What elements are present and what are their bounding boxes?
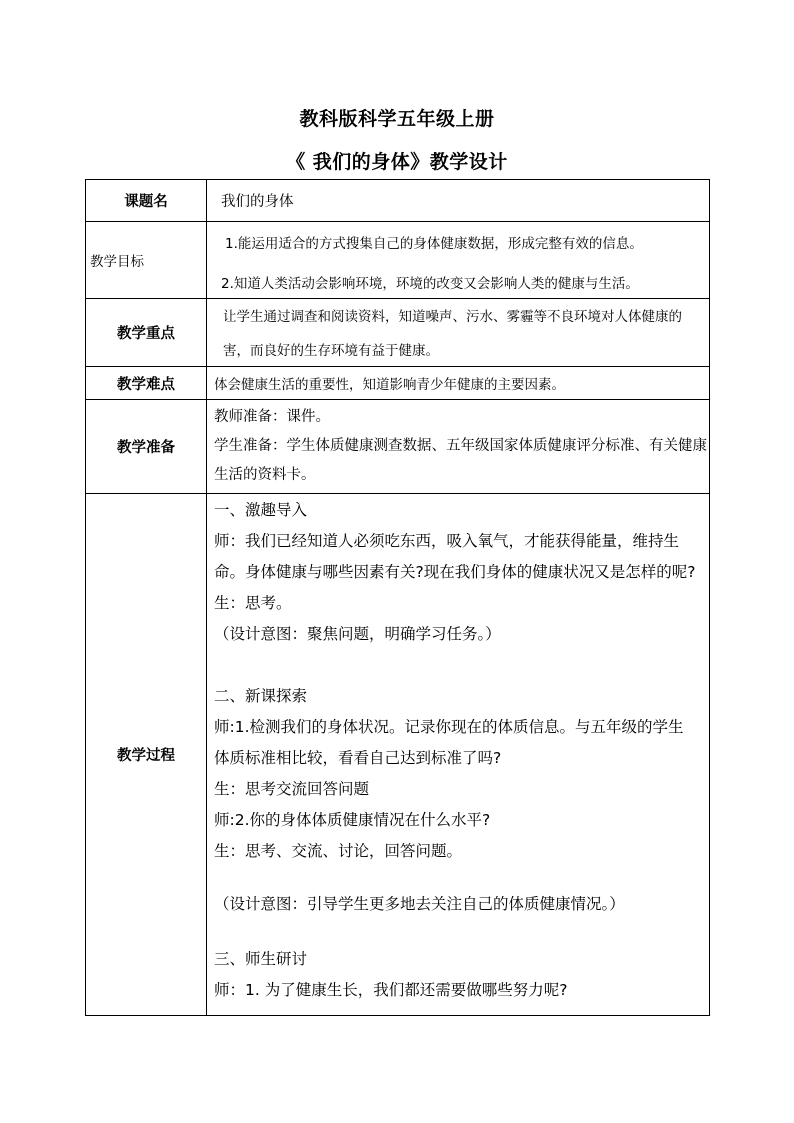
value-process [207,494,710,1016]
row-key-points [86,299,710,367]
process-line: （设计意图：引导学生更多地去关注自己的体质健康情况。） [214,895,625,913]
value-goals [207,222,710,299]
preparation-line: 教师准备：课件。 [214,409,330,425]
preparation-line: 生活的资料卡。 [214,467,316,483]
document-title: 教科版科学五年级上册 [299,108,495,130]
process-line: 师：1. 为了健康生长，我们都还需要做哪些努力呢? [214,981,568,999]
process-line: 师:1.检测我们的身体状况。记录你现在的体质信息。与五年级的学生 [214,718,684,736]
document-subtitle: 《 我们的身体》教学设计 [286,151,508,173]
label-process: 教学过程 [86,494,207,1016]
row-goals [86,222,710,299]
value-topic [207,180,710,222]
process-line: 体质标准相比较，看看自己达到标准了吗? [214,749,502,767]
process-line: 师：我们已经知道人必须吃东西，吸入氧气，才能获得能量，维持生 [214,532,680,550]
label-key-points: 教学重点 [86,299,207,367]
label-goals: 教学目标 [86,222,207,299]
label-topic: 课题名 [86,180,207,222]
key-point-line: 害，而良好的生存环境有益于健康。 [223,343,439,359]
goal-line: 1.能运用适合的方式搜集自己的身体健康数据，形成完整有效的信息。 [225,236,643,252]
topic-text: 我们的身体 [221,194,294,210]
process-line: 生：思考、交流、讨论，回答问题。 [214,842,463,860]
row-preparation [86,400,710,494]
row-difficulties [86,367,710,400]
process-line: 生：思考。 [214,594,292,612]
row-topic [86,180,710,222]
process-line: 师:2.你的身体体质健康情况在什么水平? [214,811,491,829]
process-line: 命。身体健康与哪些因素有关?现在我们身体的健康状况又是怎样的呢? [214,563,696,581]
value-preparation [207,400,710,494]
goal-line: 2.知道人类活动会影响环境，环境的改变又会影响人类的健康与生活。 [221,276,639,292]
preparation-line: 学生准备：学生体质健康测查数据、五年级国家体质健康评分标准、有关健康 [214,438,707,454]
lesson-plan-table [85,179,710,1016]
value-key-points [207,299,710,367]
key-point-line: 让学生通过调查和阅读资料，知道噪声、污水、雾霾等不良环境对人体健康的 [223,309,682,325]
process-line: 三、师生研讨 [214,950,308,968]
process-line: 一、激趣导入 [214,501,308,519]
row-process [86,494,710,1016]
process-line: （设计意图：聚焦问题，明确学习任务。） [214,625,501,643]
process-line: 生：思考交流回答问题 [214,780,370,798]
value-difficulties [207,367,710,400]
process-line: 二、新课探索 [214,687,308,705]
difficulties-text: 体会健康生活的重要性，知道影响青少年健康的主要因素。 [214,377,565,393]
label-difficulties: 教学难点 [86,367,207,400]
label-preparation: 教学准备 [86,400,207,494]
